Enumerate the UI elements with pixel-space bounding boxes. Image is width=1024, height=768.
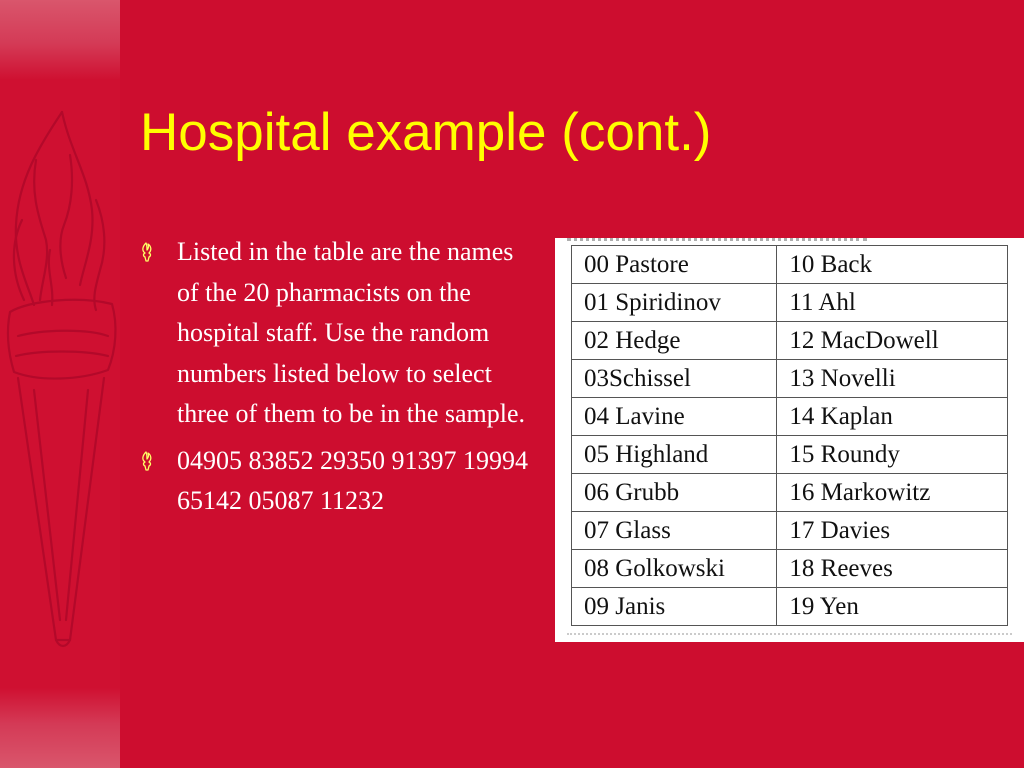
table-row (572, 436, 1008, 474)
table-row (572, 512, 1008, 550)
torch-icon (0, 100, 130, 660)
table-cell: 09 Janis (572, 588, 777, 626)
table-cell: 17 Davies (777, 512, 1008, 550)
pharmacist-table (571, 245, 1008, 626)
table-bottom-artifact (567, 633, 1012, 640)
table-row (572, 284, 1008, 322)
bullet-item (140, 441, 540, 522)
bullet-text: Listed in the table are the names of the 20 pharmacists on the hospital staff. Use the random numbers listed below to select three of them to be in the sample. (177, 237, 526, 428)
table-cell: 06 Grubb (572, 474, 777, 512)
flame-bullet-icon (140, 451, 154, 471)
table-cell: 14 Kaplan (777, 398, 1008, 436)
table-row (572, 322, 1008, 360)
bottom-left-corner-block (0, 688, 120, 768)
table-cell: 03Schissel (572, 360, 777, 398)
table-cell: 19 Yen (777, 588, 1008, 626)
table-row (572, 588, 1008, 626)
table-cell: 00 Pastore (572, 246, 777, 284)
table-row (572, 246, 1008, 284)
table-row (572, 360, 1008, 398)
top-left-corner-block (0, 0, 120, 80)
table-cell: 18 Reeves (777, 550, 1008, 588)
pharmacist-table-image (555, 238, 1024, 642)
table-cell: 08 Golkowski (572, 550, 777, 588)
table-cell: 01 Spiridinov (572, 284, 777, 322)
bullet-text: 04905 83852 29350 91397 19994 65142 05087 11232 (177, 445, 528, 515)
table-cell: 11 Ahl (777, 284, 1008, 322)
slide-title: Hospital example (cont.) (140, 103, 712, 162)
flame-bullet-icon (140, 242, 154, 262)
table-cell: 07 Glass (572, 512, 777, 550)
table-cell: 13 Novelli (777, 360, 1008, 398)
table-cell: 05 Highland (572, 436, 777, 474)
bullet-item (140, 232, 540, 435)
table-cell: 10 Back (777, 246, 1008, 284)
table-cell: 12 MacDowell (777, 322, 1008, 360)
table-row (572, 398, 1008, 436)
table-row (572, 474, 1008, 512)
table-cell: 16 Markowitz (777, 474, 1008, 512)
table-cell: 15 Roundy (777, 436, 1008, 474)
table-row (572, 550, 1008, 588)
table-cell: 04 Lavine (572, 398, 777, 436)
table-cell: 02 Hedge (572, 322, 777, 360)
bullet-list (140, 232, 540, 528)
